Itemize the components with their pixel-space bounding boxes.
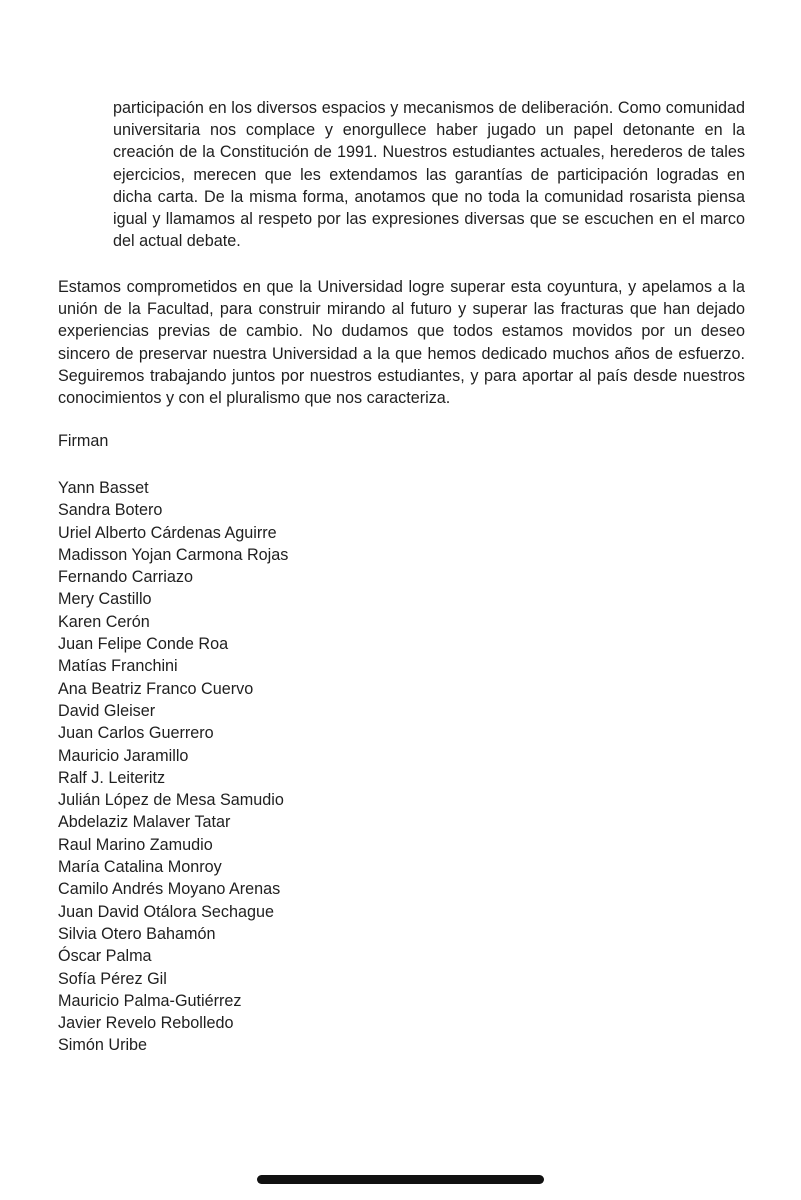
- signatory-name: Madisson Yojan Carmona Rojas: [58, 545, 289, 564]
- signatory-name: Matías Franchini: [58, 657, 178, 676]
- signatory-name: Karen Cerón: [58, 612, 150, 631]
- home-indicator[interactable]: [257, 1175, 544, 1184]
- signatory-name: Ana Beatriz Franco Cuervo: [58, 679, 254, 698]
- signatory-name: Óscar Palma: [58, 947, 152, 966]
- signatory-name: Mery Castillo: [58, 590, 152, 609]
- signatory-name: Simón Uribe: [58, 1036, 148, 1055]
- signatory-name: Sofía Pérez Gil: [58, 969, 167, 988]
- signatory-name: Mauricio Jaramillo: [58, 746, 189, 765]
- signatories-list: [58, 477, 288, 1057]
- signatures-heading: Firman: [58, 432, 109, 450]
- signatory-name: Camilo Andrés Moyano Arenas: [58, 880, 281, 899]
- paragraph-continuation: participación en los diversos espacios y mecanismos de deliberación. Como comunidad universitaria nos complace y enorgullece haber jugado un papel detonante en la creación de la Constitución de 1991. Nuestros estudiantes actuales, herederos de tales ejercicios, merecen que les extendamos las garantías de participación logradas en dicha carta. De la misma forma, anotamos que no toda la comunidad rosarista piensa igual y llamamos al respeto por las expresiones diversas que se escuchen en el marco del actual debate.: [113, 99, 745, 251]
- signatory-name: Uriel Alberto Cárdenas Aguirre: [58, 523, 277, 542]
- signatory-name: María Catalina Monroy: [58, 858, 222, 877]
- signatory-name: Fernando Carriazo: [58, 568, 193, 587]
- signatory-name: Mauricio Palma-Gutiérrez: [58, 991, 242, 1010]
- signatory-name: Silvia Otero Bahamón: [58, 924, 216, 943]
- signatory-name: Juan Carlos Guerrero: [58, 724, 214, 743]
- signatory-name: Abdelaziz Malaver Tatar: [58, 813, 231, 832]
- paragraph-commitment: Estamos comprometidos en que la Universidad logre superar esta coyuntura, y apelamos a la unión de la Facultad, para construir mirando al futuro y superar las fracturas que han dejado experiencias previas de cambio. No dudamos que todos estamos movidos por un deseo sincero de preservar nuestra Universidad a la que hemos dedicado muchos años de esfuerzo. Seguiremos trabajando juntos por nuestros estudiantes, y para aportar al país desde nuestros conocimientos y con el pluralismo que nos caracteriza.: [58, 278, 745, 408]
- signatory-name: Javier Revelo Rebolledo: [58, 1014, 234, 1033]
- signatory-name: Ralf J. Leiteritz: [58, 768, 166, 787]
- signatory-name: Yann Basset: [58, 479, 149, 497]
- signatory-name: Sandra Botero: [58, 501, 163, 520]
- signatory-name: Raul Marino Zamudio: [58, 835, 213, 854]
- signatory-name: Juan Felipe Conde Roa: [58, 635, 229, 654]
- signatory-name: David Gleiser: [58, 701, 156, 720]
- signatory-name: Julián López de Mesa Samudio: [58, 791, 284, 810]
- signatory-name: Juan David Otálora Sechague: [58, 902, 274, 921]
